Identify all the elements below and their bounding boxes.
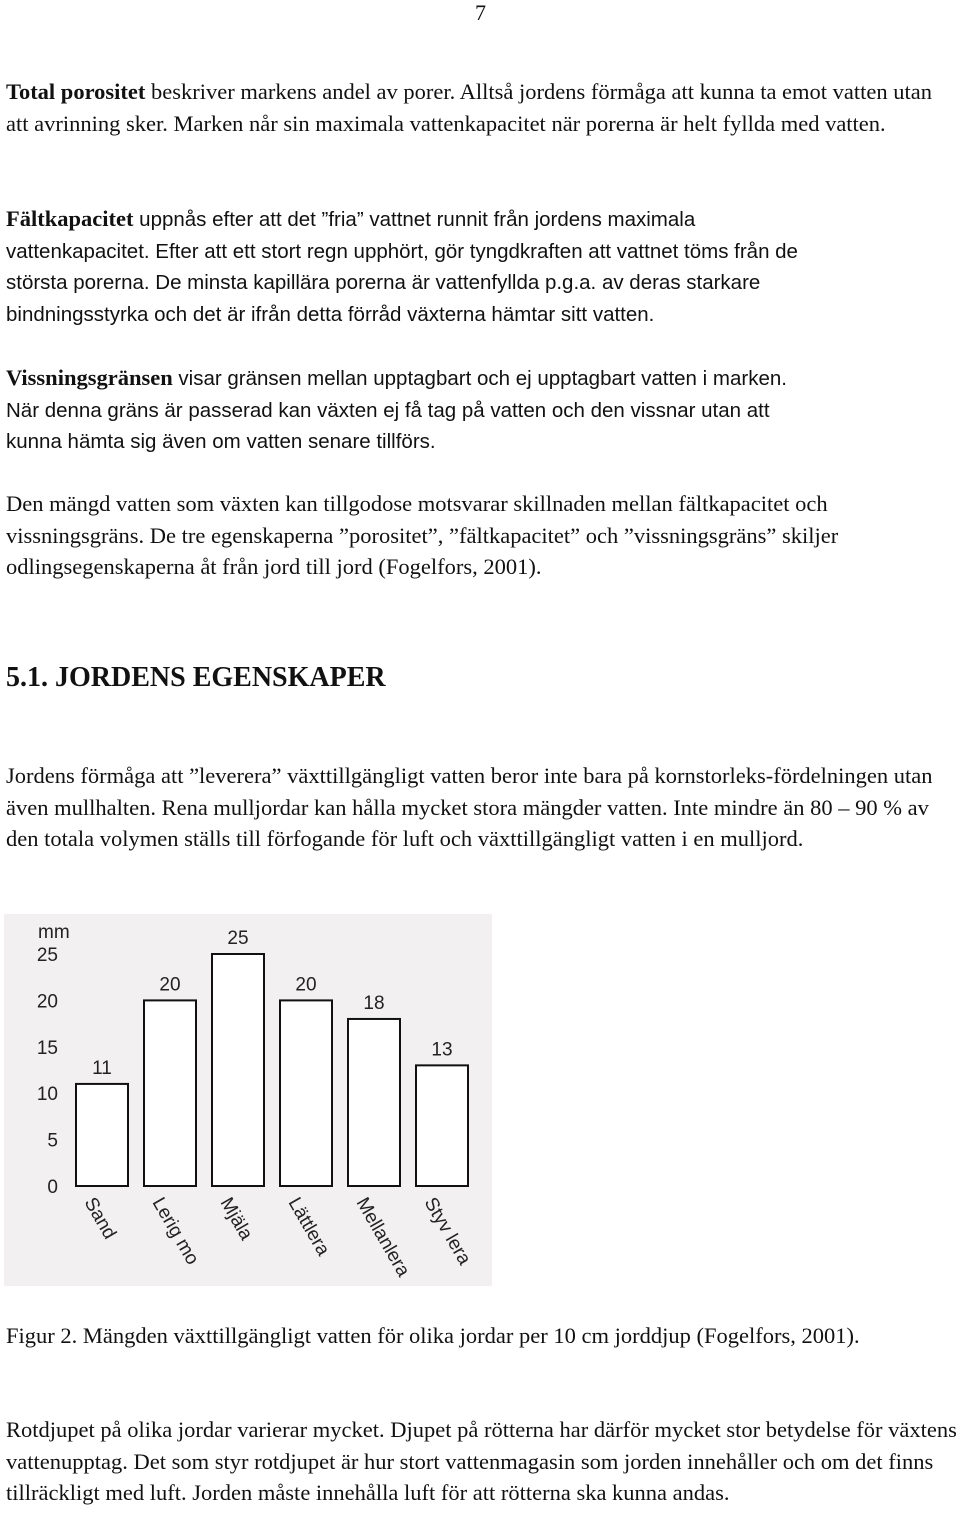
page-number: 7 <box>475 0 486 25</box>
bar-value-label: 20 <box>295 974 317 996</box>
paragraph-line: kunna hämta sig även om vatten senare tillförs. <box>6 430 436 453</box>
y-unit-label: mm <box>38 922 70 943</box>
bar-value-label: 18 <box>363 992 385 1014</box>
paragraph-line: vattenkapacitet. Efter att ett stort regn upphört, gör tyngdkraften att vattnet töms från de <box>6 239 798 263</box>
y-tick-label: 0 <box>47 1177 58 1198</box>
section-heading: 5.1. JORDENS EGENSKAPER <box>6 662 386 693</box>
bar <box>212 954 264 1186</box>
figure-caption <box>6 1320 958 1352</box>
paragraph-total-porosity <box>6 76 958 139</box>
category-label: Mjäla <box>215 1194 257 1244</box>
paragraph-line: bindningsstyrka och det är ifrån detta förråd växterna hämtar sitt vatten. <box>6 302 655 326</box>
paragraph-text: Jordens förmåga att ”leverera” växttillgängligt vatten beror inte bara på kornstorleks-fördelningen utan även mullhalten. Rena mulljordar kan hålla mycket stora mängder vatten. Inte mindre än 80 – 90 % av den totala volymen ställs till förfogande för luft och växttillgängligt vatten i en mulljord. <box>6 763 933 851</box>
bar <box>144 1000 196 1186</box>
category-label: Mellanlera <box>351 1194 414 1281</box>
y-tick-label: 15 <box>36 1037 58 1059</box>
paragraph-soil-properties <box>6 760 958 855</box>
paragraph-line: När denna gräns är passerad kan växten ej få tag på vatten och den vissnar utan att <box>6 398 770 422</box>
term-total-porosity: Total porositet <box>6 79 146 104</box>
category-label: Sand <box>79 1194 121 1243</box>
bar <box>76 1084 128 1186</box>
paragraph-line: uppnås efter att det ”fria” vattnet runnit från jordens maximala <box>133 208 696 231</box>
bar-value-label: 20 <box>159 974 181 996</box>
bar-chart <box>4 914 492 1286</box>
category-label: Lättlera <box>283 1194 334 1260</box>
paragraph-wilting-point <box>6 362 958 458</box>
bar <box>348 1019 400 1186</box>
paragraph-field-capacity <box>6 203 958 330</box>
category-label: Styv lera <box>419 1194 475 1269</box>
paragraph-text: Den mängd vatten som växten kan tillgodose motsvarar skillnaden mellan fältkapacitet och vissningsgräns. De tre egenskaperna ”porositet”, ”fältkapacitet” och ”vissningsgräns” skiljer odlingsegenskaperna åt från jord till jord (Fogelfors, 2001). <box>6 491 839 579</box>
paragraph-text: beskriver markens andel av porer. Alltså jordens förmåga att kunna ta emot vatten utan att avrinning sker. Marken når sin maximala vattenkapacitet när porerna är helt fyllda med vatten. <box>6 79 933 136</box>
bar <box>280 1000 332 1186</box>
paragraph-text: Rotdjupet på olika jordar varierar mycket. Djupet på rötterna har därför mycket stor betydelse för växtens vattenupptag. Det som styr rotdjupet är hur stort vattenmagasin som jorden innehåller och om det finns tillräckligt med luft. Jorden måste innehålla luft för att rötterna ska kunna andas. <box>6 1417 957 1505</box>
bar-value-label: 25 <box>227 928 249 949</box>
bar-chart-svg <box>4 914 492 1286</box>
bar <box>416 1065 468 1186</box>
bar-value-label: 13 <box>431 1039 453 1061</box>
caption-text: Figur 2. Mängden växttillgängligt vatten för olika jordar per 10 cm jorddjup (Fogelfors, 2001). <box>6 1323 860 1348</box>
term-wilting-point: Vissningsgränsen <box>6 365 173 390</box>
y-tick-label: 10 <box>36 1084 58 1106</box>
y-tick-label: 20 <box>36 991 58 1013</box>
term-field-capacity: Fältkapacitet <box>6 206 134 231</box>
y-tick-label: 5 <box>47 1130 58 1152</box>
paragraph-plant-available-water <box>6 488 958 583</box>
paragraph-line: största porerna. De minsta kapillära porerna är vattenfyllda p.g.a. av deras starkare <box>6 271 761 294</box>
y-tick-label: 25 <box>36 945 58 966</box>
category-label: Lerig mo <box>147 1194 203 1269</box>
paragraph-line: visar gränsen mellan upptagbart och ej upptagbart vatten i marken. <box>172 367 787 390</box>
bar-value-label: 11 <box>92 1057 112 1079</box>
paragraph-root-depth <box>6 1414 958 1509</box>
